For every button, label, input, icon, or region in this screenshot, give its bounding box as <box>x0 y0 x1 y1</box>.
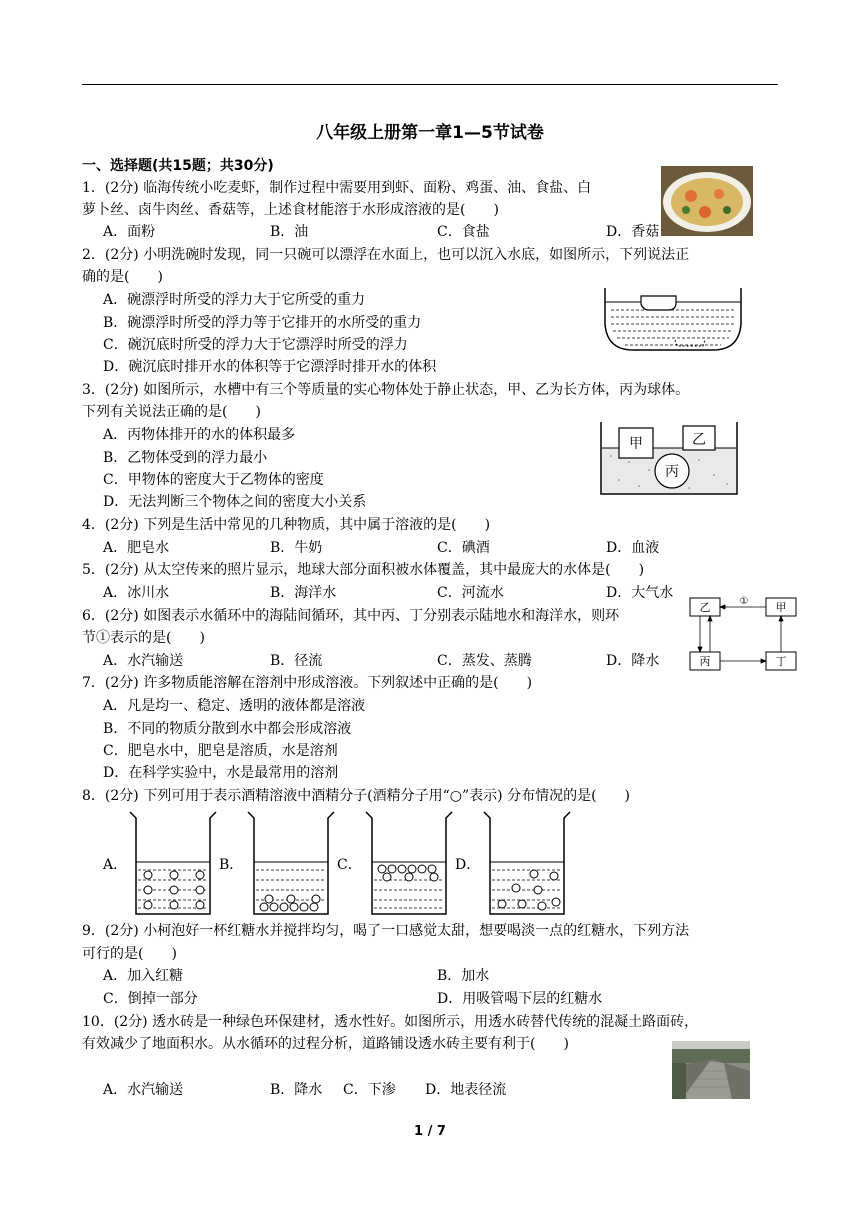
q9-option-d[interactable]: D．用吸管喝下层的红糖水 <box>437 991 603 1007</box>
fig6-label-ding: 丁 <box>775 655 787 668</box>
q10-option-c[interactable]: C．下渗 <box>343 1082 396 1098</box>
q8-option-a[interactable]: A． <box>103 857 128 873</box>
beaker-b-figure <box>246 808 336 918</box>
permeable-brick-road-photo <box>672 1041 750 1099</box>
question-8-text: 8．(2分) 下列可用于表示酒精溶液中酒精分子(酒精分子用“○”表示) 分布情况的是( ) <box>82 788 631 804</box>
q3-option-d[interactable]: D．无法判断三个物体之间的密度大小关系 <box>103 494 367 510</box>
beaker-d-figure <box>482 808 572 918</box>
fig-label-bing: 丙 <box>665 464 679 480</box>
q1-option-a[interactable]: A．面粉 <box>103 224 156 240</box>
page-number: 1 / 7 <box>414 1124 446 1139</box>
question-6-text-cont: 节①表示的是( ) <box>82 630 205 646</box>
question-9-text: 9．(2分) 小柯泡好一杯红糖水并搅拌均匀，喝了一口感觉太甜，想要喝淡一点的红糖水，下列方法 <box>82 923 690 939</box>
q4-option-a[interactable]: A．肥皂水 <box>103 540 170 556</box>
maixia-food-photo <box>661 166 753 236</box>
q9-option-b[interactable]: B．加水 <box>437 968 490 984</box>
question-1-text-cont: 萝卜丝、卤牛肉丝、香菇等，上述食材能溶于水形成溶液的是( ) <box>82 202 499 218</box>
q5-option-a[interactable]: A．冰川水 <box>103 585 170 601</box>
q1-option-d[interactable]: D．香菇 <box>606 224 660 240</box>
question-3-text-cont: 下列有关说法正确的是( ) <box>82 404 261 420</box>
q7-option-a[interactable]: A．凡是均一、稳定、透明的液体都是溶液 <box>103 698 366 714</box>
bowl-in-sink-figure <box>603 284 743 354</box>
fig6-label-bing: 丙 <box>699 655 711 668</box>
q10-option-d[interactable]: D．地表径流 <box>425 1082 507 1098</box>
q2-option-d[interactable]: D．碗沉底时排开水的体积等于它漂浮时排开水的体积 <box>103 359 437 375</box>
page-title: 八年级上册第一章1—5节试卷 <box>316 123 544 143</box>
q6-option-d[interactable]: D．降水 <box>606 653 660 669</box>
fig-label-jia: 甲 <box>629 436 643 452</box>
water-tank-three-objects-figure <box>599 420 739 496</box>
q3-option-b[interactable]: B．乙物体受到的浮力最小 <box>103 450 268 466</box>
q5-option-d[interactable]: D．大气水 <box>606 585 674 601</box>
q2-option-a[interactable]: A．碗漂浮时所受的浮力大于它所受的重力 <box>103 292 366 308</box>
q3-option-a[interactable]: A．丙物体排开的水的体积最多 <box>103 427 296 443</box>
question-2-text: 2．(2分) 小明洗碗时发现，同一只碗可以漂浮在水面上，也可以沉入水底，如图所示，下列说法正 <box>82 247 690 263</box>
q8-option-c[interactable]: C． <box>337 857 362 873</box>
q2-option-b[interactable]: B．碗漂浮时所受的浮力等于它排开的水所受的重力 <box>103 315 422 331</box>
q1-option-b[interactable]: B．油 <box>270 224 309 240</box>
q4-option-c[interactable]: C．碘酒 <box>437 540 490 556</box>
top-rule <box>82 84 778 85</box>
question-3-text: 3．(2分) 如图所示，水槽中有三个等质量的实心物体处于静止状态，甲、乙为长方体，丙为球体。 <box>82 382 690 398</box>
beaker-a-figure <box>128 808 218 918</box>
question-4-text: 4．(2分) 下列是生活中常见的几种物质，其中属于溶液的是( ) <box>82 517 491 533</box>
q7-option-d[interactable]: D．在科学实验中，水是最常用的溶剂 <box>103 765 339 781</box>
q4-option-b[interactable]: B．牛奶 <box>270 540 323 556</box>
q9-option-a[interactable]: A．加入红糖 <box>103 968 184 984</box>
q6-option-a[interactable]: A．水汽输送 <box>103 653 184 669</box>
water-cycle-diagram <box>688 596 798 672</box>
question-2-text-cont: 确的是( ) <box>82 269 163 285</box>
question-10-text-cont: 有效减少了地面积水。从水循环的过程分析，道路铺设透水砖主要有利于( ) <box>82 1036 569 1052</box>
question-7-text: 7．(2分) 许多物质能溶解在溶剂中形成溶液。下列叙述中正确的是( ) <box>82 675 533 691</box>
q7-option-c[interactable]: C．肥皂水中，肥皂是溶质，水是溶剂 <box>103 743 338 759</box>
q9-option-c[interactable]: C．倒掉一部分 <box>103 991 198 1007</box>
section-heading: 一、选择题(共15题；共30分) <box>82 158 274 174</box>
q8-option-d[interactable]: D． <box>455 857 481 873</box>
q8-option-b[interactable]: B． <box>219 857 244 873</box>
beaker-c-figure <box>364 808 454 918</box>
q10-option-a[interactable]: A．水汽输送 <box>103 1082 184 1098</box>
fig6-label-yi: 乙 <box>699 601 711 614</box>
question-1-text: 1．(2分) 临海传统小吃麦虾，制作过程中需要用到虾、面粉、鸡蛋、油、食盐、白 <box>82 180 592 196</box>
question-10-text: 10．(2分) 透水砖是一种绿色环保建材，透水性好。如图所示，用透水砖替代传统的混凝土路面砖， <box>82 1014 699 1030</box>
fig-label-yi: 乙 <box>692 432 706 448</box>
question-6-text: 6．(2分) 如图表示水循环中的海陆间循环，其中丙、丁分别表示陆地水和海洋水，则环 <box>82 608 620 624</box>
q6-option-c[interactable]: C．蒸发、蒸腾 <box>437 653 532 669</box>
question-5-text: 5．(2分) 从太空传来的照片显示，地球大部分面积被水体覆盖，其中最庞大的水体是( ) <box>82 562 645 578</box>
q1-option-c[interactable]: C．食盐 <box>437 224 490 240</box>
fig6-label-jia: 甲 <box>775 601 787 614</box>
q5-option-c[interactable]: C．河流水 <box>437 585 504 601</box>
q2-option-c[interactable]: C．碗沉底时所受的浮力大于它漂浮时所受的浮力 <box>103 337 408 353</box>
question-9-text-cont: 可行的是( ) <box>82 946 177 962</box>
q7-option-b[interactable]: B．不同的物质分散到水中都会形成溶液 <box>103 721 352 737</box>
q6-option-b[interactable]: B．径流 <box>270 653 323 669</box>
q5-option-b[interactable]: B．海洋水 <box>270 585 337 601</box>
q4-option-d[interactable]: D．血液 <box>606 540 660 556</box>
fig6-label-one: ① <box>739 596 749 607</box>
q3-option-c[interactable]: C．甲物体的密度大于乙物体的密度 <box>103 472 324 488</box>
q10-option-b[interactable]: B．降水 <box>270 1082 323 1098</box>
